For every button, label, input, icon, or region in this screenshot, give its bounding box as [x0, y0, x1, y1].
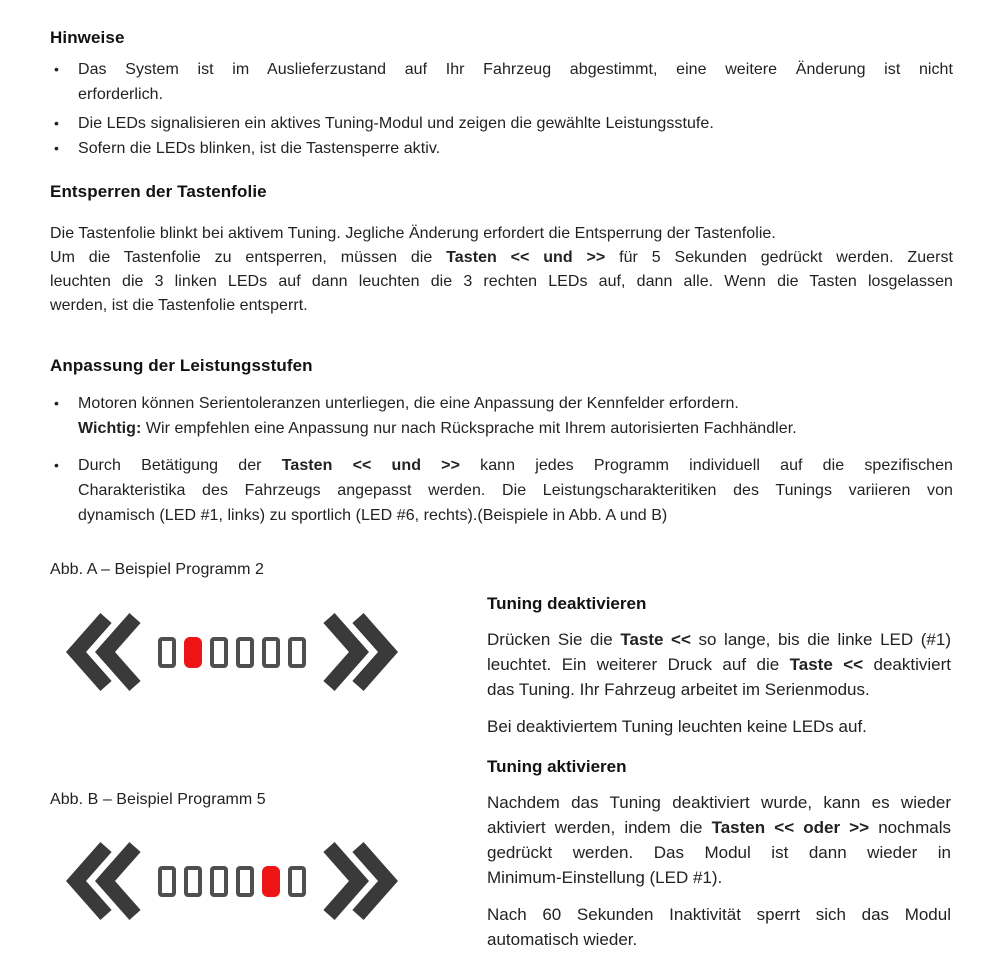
led-3-off [210, 866, 228, 897]
bullet-text: Wichtig: Wir empfehlen eine Anpassung nur nach Rücksprache mit Ihrem autorisierten Fachhändler. [78, 420, 797, 437]
bullet-marker: • [54, 61, 59, 77]
led-3-off [210, 637, 228, 668]
bullet-text: Durch Betätigung der Tasten << und >> kann jedes Programm individuell auf die spezifischen Charakteristika des Fahrzeugs angepasst werden. Die Leistungscharakteritiken des Tunings variieren von dynamisch (LED #1, links) zu sportlich (LED #6, rechts).(Beispiele in Abb. A und B) [78, 457, 954, 524]
led-2-on [184, 637, 202, 668]
section-title-aktivieren: Tuning aktivieren [487, 757, 627, 776]
section-title-entsperren: Entsperren der Tastenfolie [50, 182, 267, 201]
paragraph: Nach 60 Sekunden Inaktivität sperrt sich das Modul automatisch wieder. [487, 905, 951, 949]
led-1-off [158, 866, 176, 897]
section-hinweise [50, 28, 953, 161]
section-anpassung [50, 356, 953, 528]
paragraph: Die Tastenfolie blinkt bei aktivem Tuning. Jegliche Änderung erfordert die Entsperrung der Tastenfolie. [50, 225, 776, 242]
bullet-item [50, 57, 953, 107]
figure-a-led-panel [62, 613, 402, 691]
section-title-deaktivieren: Tuning deaktivieren [487, 594, 647, 613]
led-6-off [288, 637, 306, 668]
section-title-hinweise: Hinweise [50, 28, 125, 47]
section-entsperren [50, 182, 953, 318]
led-5-off [262, 637, 280, 668]
led-4-off [236, 637, 254, 668]
led-4-off [236, 866, 254, 897]
figure-a-caption: Abb. A – Beispiel Programm 2 [50, 561, 264, 578]
bullet-item [50, 136, 953, 161]
double-chevron-left-icon [62, 613, 142, 691]
led-strip [158, 637, 306, 668]
led-strip [158, 866, 306, 897]
paragraph: Um die Tastenfolie zu entsperren, müssen die Tasten << und >> für 5 Sekunden gedrückt werden. Zuerst leuchten die 3 linken LEDs auf dann leuchten die 3 rechten LEDs auf, dann alle. Wenn die Tasten losgelassen werden, ist die Tastenfolie entsperrt. [50, 249, 954, 314]
paragraph: Nachdem das Tuning deaktiviert wurde, kann es wieder aktiviert werden, indem die Tasten << oder >> nochmals gedrückt werden. Das Modul ist dann wieder in Minimum-Einstellung (LED #1). [487, 793, 951, 887]
double-chevron-left-icon [62, 842, 142, 920]
double-chevron-right-icon [322, 613, 402, 691]
led-1-off [158, 637, 176, 668]
led-2-off [184, 866, 202, 897]
figure-b-led-panel [62, 842, 402, 920]
bullet-text: Motoren können Serientoleranzen unterliegen, die eine Anpassung der Kennfelder erfordern. [78, 395, 739, 412]
right-column [487, 593, 951, 952]
paragraph: Drücken Sie die Taste << so lange, bis die linke LED (#1) leuchtet. Ein weiterer Druck auf die Taste << deaktiviert das Tuning. Ihr Fahrzeug arbeitet im Serienmodus. [487, 630, 951, 699]
double-chevron-right-icon [322, 842, 402, 920]
section-title-anpassung: Anpassung der Leistungsstufen [50, 356, 313, 375]
bullet-item [50, 391, 953, 441]
paragraph: Bei deaktiviertem Tuning leuchten keine LEDs auf. [487, 717, 867, 736]
bullet-text: Die LEDs signalisieren ein aktives Tuning-Modul und zeigen die gewählte Leistungsstufe. [78, 115, 714, 132]
bullet-item [50, 453, 953, 528]
bullet-text: Das System ist im Auslieferzustand auf Ihr Fahrzeug abgestimmt, eine weitere Änderung ist nicht erforderlich. [78, 61, 953, 103]
bullet-item [50, 111, 953, 136]
bullet-marker: • [54, 115, 59, 131]
bullet-marker: • [54, 140, 59, 156]
bullet-text: Sofern die LEDs blinken, ist die Tastensperre aktiv. [78, 140, 441, 157]
led-5-on [262, 866, 280, 897]
led-6-off [288, 866, 306, 897]
bullet-marker: • [54, 395, 59, 411]
figure-b-caption: Abb. B – Beispiel Programm 5 [50, 791, 266, 808]
bullet-marker: • [54, 457, 59, 473]
